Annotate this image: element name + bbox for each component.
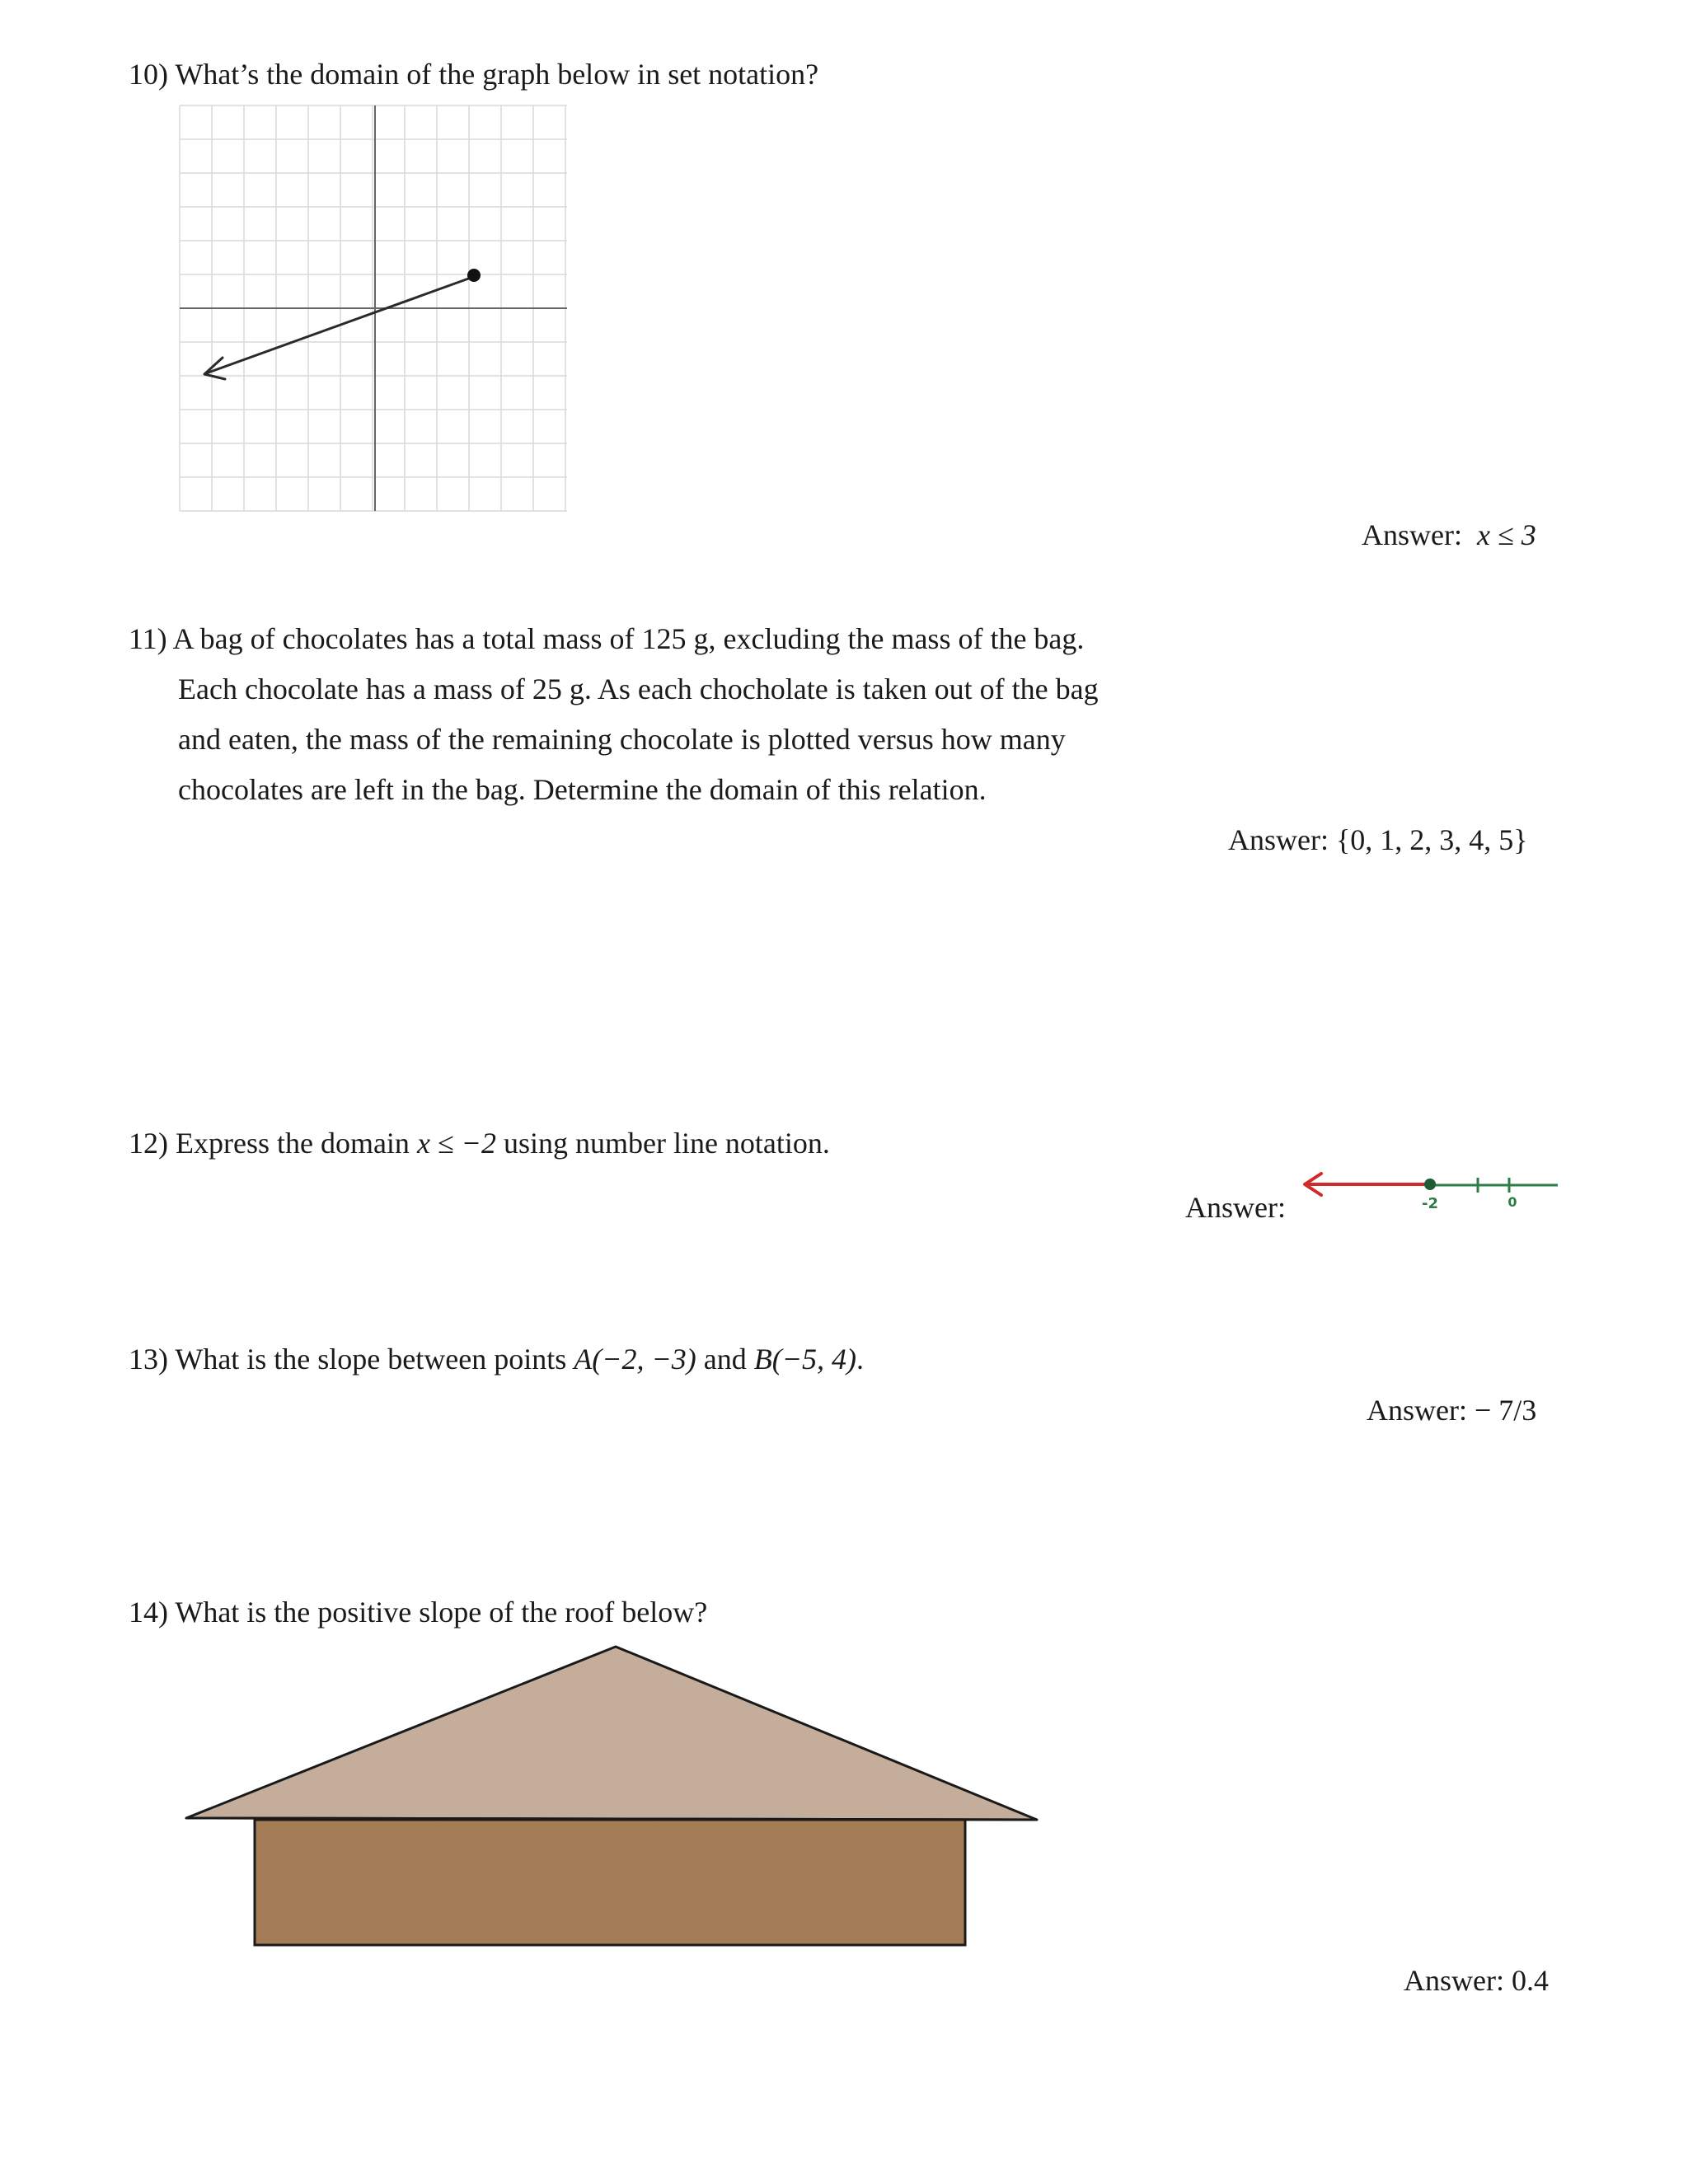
q14-prompt: 14) What is the positive slope of the roof below? bbox=[129, 1596, 708, 1629]
q12-tick-label-a: -2 bbox=[1422, 1195, 1438, 1212]
q14-house bbox=[181, 1640, 1039, 1953]
q13-point-a: A(−2, −3) bbox=[574, 1343, 696, 1376]
q13-point-b: B(−5, 4) bbox=[753, 1343, 857, 1376]
q14-answer: Answer: 0.4 bbox=[1404, 1964, 1549, 1997]
q10-endpoint-dot bbox=[467, 269, 481, 282]
q12-answer-label: Answer: bbox=[1185, 1191, 1286, 1224]
q12-prompt bbox=[129, 1118, 830, 1169]
q12-prompt-post: using number line notation. bbox=[503, 1127, 830, 1160]
q12-prompt-pre: 12) Express the domain bbox=[129, 1127, 410, 1160]
q10-answer bbox=[1362, 518, 1536, 552]
q10-graph bbox=[180, 105, 567, 511]
q12-closed-dot bbox=[1424, 1179, 1436, 1190]
q10-ray-line bbox=[206, 277, 473, 373]
q14-wall bbox=[255, 1820, 965, 1945]
q11-line-4: chocolates are left in the bag. Determine the domain of this relation. bbox=[178, 773, 987, 806]
q13-and: and bbox=[703, 1343, 747, 1376]
q13-prompt-pre: 13) What is the slope between points bbox=[129, 1343, 567, 1376]
q14-roof bbox=[186, 1647, 1037, 1820]
q12-tick-label-b: 0 bbox=[1507, 1194, 1517, 1210]
q11-answer: Answer: {0, 1, 2, 3, 4, 5} bbox=[1228, 823, 1528, 856]
q12-prompt-math: x ≤ −2 bbox=[416, 1127, 496, 1160]
q12-number-line bbox=[1298, 1162, 1562, 1212]
q11-line-2: Each chocolate has a mass of 25 g. As each chocholate is taken out of the bag bbox=[178, 673, 1099, 705]
q13-answer: Answer: − 7/3 bbox=[1367, 1394, 1537, 1427]
q14-eave-line bbox=[186, 1818, 1037, 1820]
q10-prompt: 10) What’s the domain of the graph below in set notation? bbox=[129, 58, 819, 91]
q11-line-1: 11) A bag of chocolates has a total mass of 125 g, excluding the mass of the bag. bbox=[129, 622, 1085, 655]
q10-answer-math: x ≤ 3 bbox=[1476, 518, 1536, 551]
q11-line-3: and eaten, the mass of the remaining chocolate is plotted versus how many bbox=[178, 723, 1066, 756]
q10-answer-label: Answer: bbox=[1362, 518, 1462, 551]
q13-prompt bbox=[129, 1334, 864, 1385]
q13-period: . bbox=[856, 1343, 865, 1376]
